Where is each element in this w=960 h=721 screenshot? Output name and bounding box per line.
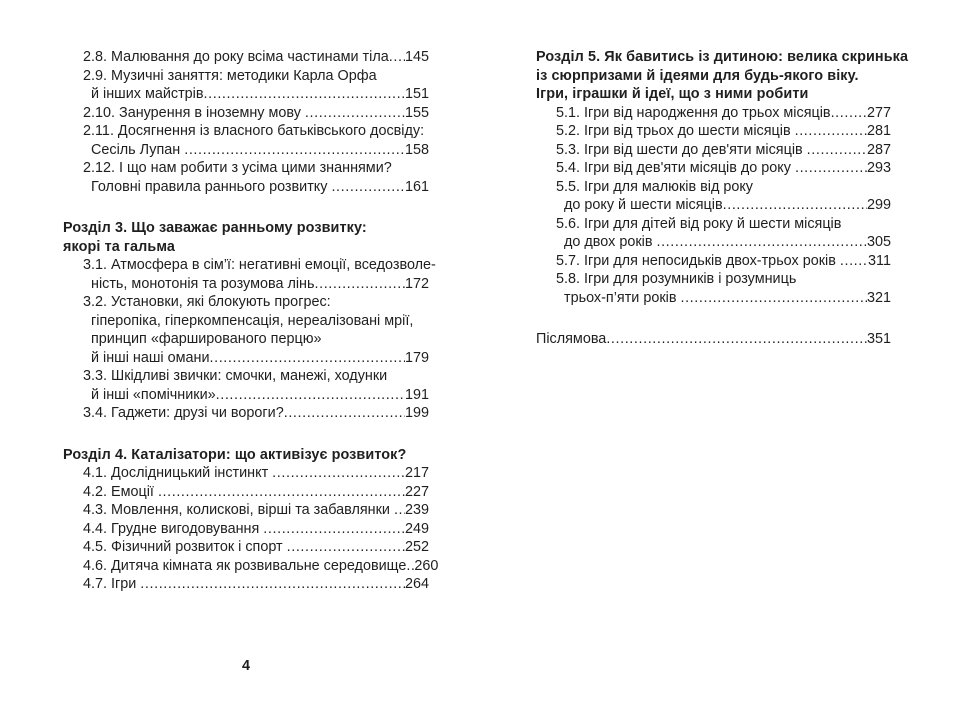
toc-entry bbox=[63, 520, 429, 539]
toc-entry-line bbox=[63, 256, 436, 275]
toc-page-ref: 287 bbox=[866, 141, 891, 158]
toc-entry-line bbox=[63, 404, 429, 423]
toc-page-ref: 299 bbox=[866, 197, 891, 213]
toc-page-ref: 264 bbox=[404, 576, 429, 592]
toc-entry bbox=[63, 48, 429, 67]
toc-entry bbox=[536, 330, 891, 349]
toc-page-ref: 155 bbox=[404, 104, 429, 121]
toc-entry-line bbox=[536, 330, 891, 349]
dot-leader bbox=[204, 85, 405, 104]
toc-entry-text: й інших майстрів bbox=[91, 86, 204, 102]
toc-entry-line bbox=[63, 312, 429, 331]
toc-entry bbox=[63, 293, 429, 367]
toc-section bbox=[63, 219, 436, 423]
toc-column-left bbox=[63, 48, 439, 594]
toc-entry-line bbox=[63, 330, 429, 349]
section-heading-line: Розділ 4. Каталізатори: що активізує розвиток? bbox=[63, 446, 407, 463]
toc-entry bbox=[63, 575, 429, 594]
dot-leader bbox=[680, 289, 867, 308]
toc-entry-text: 5.4. Ігри від дев'яти місяців до року bbox=[556, 160, 795, 176]
dot-leader bbox=[795, 122, 867, 141]
dot-leader bbox=[184, 141, 405, 160]
toc-entry-text: 3.4. Гаджети: друзі чи вороги? bbox=[83, 405, 284, 421]
toc-page-ref: 311 bbox=[868, 252, 891, 269]
toc-entry bbox=[63, 557, 439, 576]
toc-entry-line bbox=[63, 483, 429, 502]
toc-entry-text: 2.11. Досягнення із власного батьківського досвіду: bbox=[83, 123, 425, 139]
toc-page-ref: 293 bbox=[866, 160, 891, 176]
toc-entry-line bbox=[63, 349, 429, 368]
toc-entry-line bbox=[63, 48, 429, 67]
toc-entry-line bbox=[63, 575, 429, 594]
toc-entry-text: 3.3. Шкідливі звички: смочки, манежі, ходунки bbox=[83, 368, 388, 384]
toc-entry-text: 2.10. Занурення в іноземну мову bbox=[83, 104, 305, 121]
toc-entry-text: трьох-п’яти років bbox=[564, 289, 681, 306]
dot-leader bbox=[216, 386, 405, 405]
toc-section bbox=[536, 48, 909, 307]
page-number: 4 bbox=[241, 658, 250, 674]
toc-entry-line bbox=[63, 538, 429, 557]
toc-entry-line bbox=[63, 557, 439, 576]
toc-entry-line bbox=[63, 367, 429, 386]
toc-page-ref: 172 bbox=[404, 275, 429, 292]
toc-entry-text: 5.1. Ігри від народження до трьох місяців bbox=[556, 104, 831, 121]
toc-entry bbox=[536, 122, 891, 141]
toc-entry-text: 4.4. Грудне вигодовування bbox=[83, 520, 264, 537]
toc-entry-line bbox=[536, 104, 891, 123]
toc-section bbox=[63, 48, 429, 196]
toc-entry bbox=[536, 215, 891, 252]
toc-entry bbox=[63, 501, 429, 520]
toc-entry bbox=[63, 67, 429, 104]
dot-leader bbox=[315, 275, 405, 294]
toc-entry-line bbox=[536, 159, 891, 178]
toc-entry-text: 4.3. Мовлення, колискові, вірші та забавлянки bbox=[83, 502, 394, 518]
toc-entry bbox=[536, 252, 891, 271]
toc-entry-text: 2.9. Музичні заняття: методики Карла Орфа bbox=[83, 67, 377, 84]
toc-entry-line bbox=[63, 275, 429, 294]
dot-leader bbox=[394, 501, 405, 520]
dot-leader bbox=[210, 349, 405, 368]
toc-entry bbox=[63, 538, 429, 557]
dot-leader bbox=[389, 48, 405, 67]
toc-entry-line bbox=[63, 464, 429, 483]
toc-page-ref: 305 bbox=[866, 234, 891, 250]
toc-page-ref: 158 bbox=[404, 141, 429, 158]
toc-entry-text: 3.1. Атмосфера в сім’ї: негативні емоції, вседозволе- bbox=[83, 257, 436, 273]
toc-entry-line bbox=[536, 215, 891, 234]
toc-page-ref: 151 bbox=[404, 86, 429, 102]
toc-entry-line bbox=[63, 122, 429, 141]
dot-leader bbox=[406, 557, 414, 576]
toc-entry-text: 5.8. Ігри для розумників і розумниць bbox=[556, 271, 797, 287]
toc-entry-text: 5.6. Ігри для дітей від року й шести місяців bbox=[556, 215, 842, 232]
toc-entry-text: Післямова bbox=[536, 331, 607, 347]
dot-leader bbox=[723, 196, 867, 215]
dot-leader bbox=[305, 104, 405, 123]
toc-entry-text: 4.1. Дослідницький інстинкт bbox=[83, 465, 273, 481]
toc-entry-line bbox=[536, 196, 891, 215]
toc-entry-line bbox=[63, 159, 429, 178]
dot-leader bbox=[158, 483, 405, 502]
toc-entry-text: 5.3. Ігри від шести до дев'яти місяців bbox=[556, 141, 807, 158]
toc-entry-line bbox=[63, 520, 429, 539]
toc-entry-text: й інші наші омани bbox=[91, 349, 210, 366]
section-heading-line: якорі та гальма bbox=[63, 238, 175, 255]
toc-column-right bbox=[536, 48, 909, 349]
toc-entry bbox=[63, 367, 429, 404]
toc-entry-line bbox=[536, 141, 891, 160]
dot-leader bbox=[840, 252, 868, 271]
toc-page-ref: 351 bbox=[866, 331, 891, 347]
dot-leader bbox=[656, 233, 867, 252]
toc-entry bbox=[536, 141, 891, 160]
toc-page-ref: 199 bbox=[404, 405, 429, 421]
toc-entry-text: Сесіль Лупан bbox=[91, 141, 185, 158]
toc-entry-text: 4.6. Дитяча кімната як розвивальне середовище bbox=[83, 557, 407, 574]
toc-entry bbox=[536, 178, 891, 215]
toc-entry bbox=[536, 104, 891, 123]
toc-entry-line bbox=[63, 293, 429, 312]
dot-leader bbox=[331, 178, 405, 197]
toc-entry-text: 2.12. І що нам робити з усіма цими знаннями? bbox=[83, 160, 392, 176]
toc-entry-line bbox=[536, 233, 891, 252]
toc-page-ref: 191 bbox=[404, 386, 429, 403]
toc-page-ref: 217 bbox=[404, 465, 429, 481]
toc-entry-text: до року й шести місяців bbox=[564, 197, 723, 213]
toc-section bbox=[63, 446, 439, 594]
toc-entry bbox=[63, 483, 429, 502]
toc-entry-text: принцип «фаршированого перцю» bbox=[91, 331, 322, 347]
dot-leader bbox=[287, 538, 405, 557]
toc-page-ref: 161 bbox=[404, 178, 429, 195]
toc-entry-text: 4.2. Емоції bbox=[83, 483, 158, 500]
toc-entry-text: 5.7. Ігри для непосидьків двох-трьох років bbox=[556, 252, 840, 269]
toc-entry-line bbox=[536, 252, 891, 271]
toc-section bbox=[536, 330, 891, 349]
toc-page-ref: 239 bbox=[404, 502, 429, 518]
toc-page-ref: 179 bbox=[404, 349, 429, 366]
toc-entry-line bbox=[63, 104, 429, 123]
toc-entry bbox=[63, 256, 436, 293]
dot-leader bbox=[284, 404, 405, 423]
toc-entry-line bbox=[536, 289, 891, 308]
toc-entry-text: 2.8. Малювання до року всіма частинами тіла bbox=[83, 49, 389, 65]
toc-page-ref: 145 bbox=[404, 49, 429, 65]
toc-entry bbox=[63, 104, 429, 123]
toc-entry-text: до двох років bbox=[564, 234, 657, 250]
toc-entry-text: Головні правила раннього розвитку bbox=[91, 178, 332, 195]
toc-page-ref: 252 bbox=[404, 539, 429, 555]
section-heading-line: Розділ 5. Як бавитись із дитиною: велика скринька bbox=[536, 49, 909, 65]
dot-leader bbox=[272, 464, 405, 483]
toc-entry bbox=[63, 464, 429, 483]
toc-page-ref: 281 bbox=[866, 123, 891, 139]
dot-leader bbox=[795, 159, 867, 178]
toc-entry-text: ність, монотонія та розумова лінь bbox=[91, 275, 315, 292]
toc-page-ref: 321 bbox=[866, 289, 891, 306]
toc-entry-line bbox=[63, 67, 429, 86]
toc-entry-line bbox=[536, 178, 891, 197]
toc-entry-line bbox=[63, 386, 429, 405]
toc-page-ref: 249 bbox=[404, 520, 429, 537]
toc-entry-text: й інші «помічники» bbox=[91, 386, 216, 403]
toc-entry-text: 3.2. Установки, які блокують прогрес: bbox=[83, 294, 331, 310]
toc-entry bbox=[63, 122, 429, 159]
toc-entry-line bbox=[63, 85, 429, 104]
dot-leader bbox=[140, 575, 405, 594]
toc-entry-text: 5.5. Ігри для малюків від року bbox=[556, 178, 753, 195]
toc-entry-text: 4.7. Ігри bbox=[83, 576, 141, 592]
toc-entry bbox=[63, 404, 429, 423]
toc-entry-line bbox=[536, 122, 891, 141]
toc-entry-line bbox=[63, 178, 429, 197]
toc-entry-text: 5.2. Ігри від трьох до шести місяців bbox=[556, 123, 795, 139]
toc-entry bbox=[536, 159, 891, 178]
toc-entry-line bbox=[536, 270, 891, 289]
dot-leader bbox=[263, 520, 405, 539]
dot-leader bbox=[606, 330, 867, 349]
toc-entry-line bbox=[63, 141, 429, 160]
toc-entry bbox=[536, 270, 891, 307]
dot-leader bbox=[831, 104, 867, 123]
toc-entry-text: гіперопіка, гіперкомпенсація, нереалізовані мрії, bbox=[91, 312, 414, 329]
toc-entry bbox=[63, 159, 429, 196]
toc-page-ref: 227 bbox=[404, 483, 429, 500]
dot-leader bbox=[807, 141, 867, 160]
toc-page-ref: 260 bbox=[414, 557, 439, 574]
toc-entry-text: 4.5. Фізичний розвиток і спорт bbox=[83, 539, 287, 555]
toc-entry-line bbox=[63, 501, 429, 520]
section-heading-line: Розділ 3. Що заважає ранньому розвитку: bbox=[63, 220, 367, 236]
section-heading-line: Ігри, іграшки й ідеї, що з ними робити bbox=[536, 86, 809, 102]
toc-page-ref: 277 bbox=[866, 104, 891, 121]
section-heading-line: із сюрпризами й ідеями для будь-якого віку. bbox=[536, 67, 859, 84]
